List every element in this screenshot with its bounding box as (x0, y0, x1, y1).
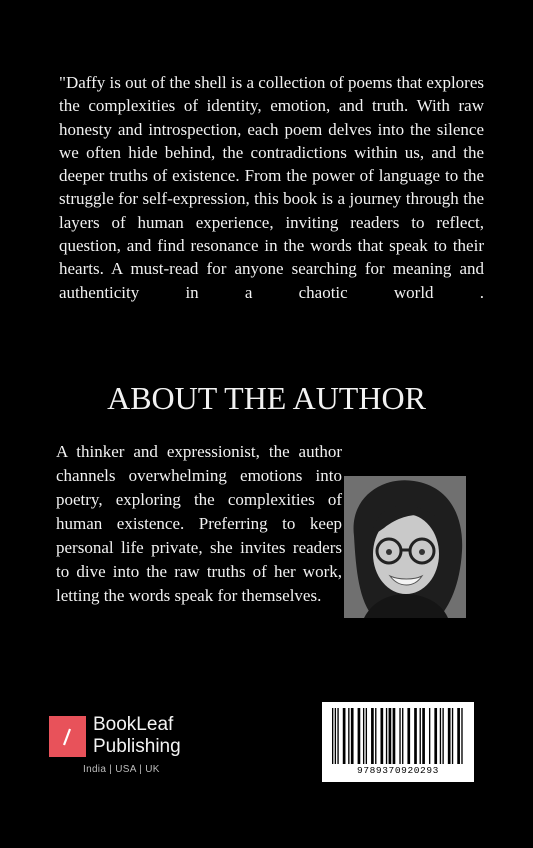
publisher-name-line1: BookLeaf (93, 714, 174, 735)
isbn-number: 9789370920293 (357, 765, 439, 776)
barcode-bar (366, 708, 367, 764)
bookleaf-logo (49, 716, 86, 757)
publisher-regions: India | USA | UK (83, 764, 160, 775)
barcode-bar (363, 708, 364, 764)
barcode-bar (389, 708, 392, 764)
book-blurb: "Daffy is out of the shell is a collection of poems that explores the complexities of identity, emotion, and truth. With raw honesty and introspection, each poem delves into the silence we often hide behind, the contradictions within us, and the deeper truths of existence. From the power of language to the struggle for self-expression, this book is a journey through the layers of human experience, inviting readers to reflect, question, and find resonance in the words that speak to their hearts. A must-read for anyone searching for meaning and authenticity in a chaotic world . (59, 73, 484, 302)
barcode-bar (351, 708, 354, 764)
barcode-bar (375, 708, 376, 764)
barcode-bar (461, 708, 462, 764)
barcode-bar (348, 708, 349, 764)
publisher-name (93, 714, 181, 758)
barcode-bar (399, 708, 400, 764)
barcode-bar (457, 708, 460, 764)
barcode-bar (407, 708, 410, 764)
barcode-bar (386, 708, 387, 764)
barcode-bar (380, 708, 383, 764)
barcode-bar (429, 708, 430, 764)
barcode-bar (448, 708, 451, 764)
barcode-bar (335, 708, 336, 764)
author-photo (344, 476, 466, 618)
barcode-bar (442, 708, 443, 764)
barcode-bar (414, 708, 417, 764)
publisher-block (49, 716, 229, 786)
barcode-bar (337, 708, 338, 764)
barcode-bar (402, 708, 403, 764)
barcode-bar (358, 708, 361, 764)
barcode-bars (332, 708, 464, 764)
barcode-bar (440, 708, 441, 764)
barcode-bar (422, 708, 425, 764)
isbn-barcode (322, 702, 474, 782)
barcode-bar (452, 708, 453, 764)
barcode-bar (434, 708, 437, 764)
barcode-bar (393, 708, 396, 764)
author-portrait-image (344, 476, 466, 618)
slash-icon (49, 716, 86, 757)
about-author-text: A thinker and expressionist, the author channels overwhelming emotions into poetry, exploring the complexities of human existence. Preferring to keep personal life private, she invites readers to dive into the raw truths of her work, letting the words speak for themselves. (56, 442, 342, 605)
barcode-bar (371, 708, 374, 764)
about-author-heading: ABOUT THE AUTHOR (107, 380, 426, 416)
barcode-bar (332, 708, 333, 764)
publisher-name-line2: Publishing (93, 736, 181, 757)
barcode-bar (420, 708, 421, 764)
barcode-bar (343, 708, 346, 764)
